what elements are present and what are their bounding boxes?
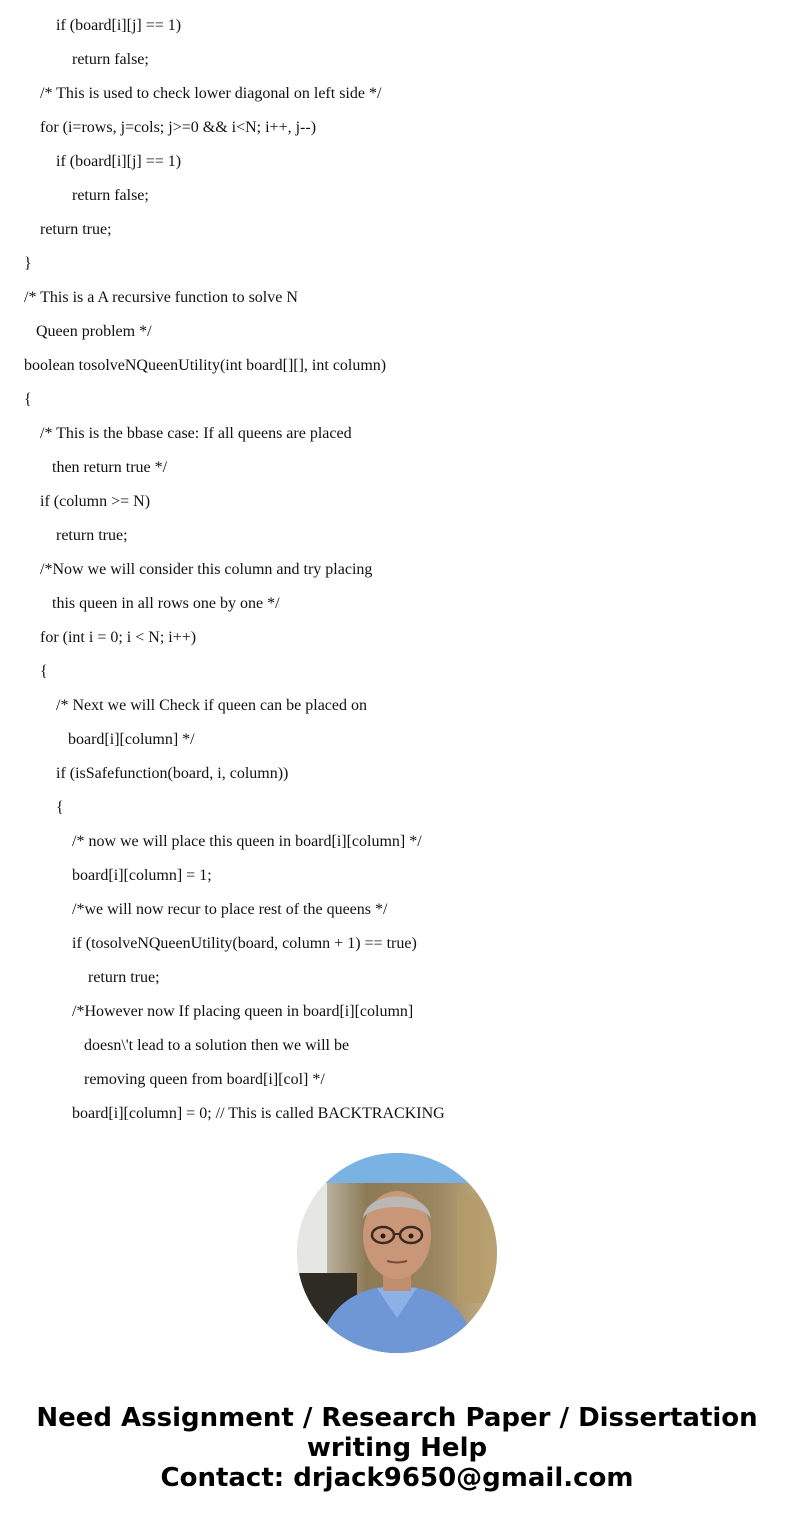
code-line: return false; — [72, 187, 149, 204]
code-line: /* This is the bbase case: If all queens are placed — [40, 425, 352, 442]
footer-line-1: Need Assignment / Research Paper / Dissertation — [36, 1403, 758, 1433]
author-avatar — [297, 1153, 497, 1353]
code-line: this queen in all rows one by one */ — [52, 595, 280, 612]
code-line: for (i=rows, j=cols; j>=0 && i<N; i++, j--) — [40, 119, 317, 136]
code-line: if (column >= N) — [40, 493, 151, 510]
author-portrait-icon — [297, 1153, 497, 1353]
code-line: Queen problem */ — [36, 323, 152, 340]
code-line: /* This is used to check lower diagonal on left side */ — [40, 85, 382, 102]
code-line: board[i][column] = 0; // This is called BACKTRACKING — [72, 1105, 445, 1122]
code-line: { — [40, 663, 48, 680]
code-line: return true; — [40, 221, 112, 238]
code-line: return true; — [56, 527, 128, 544]
code-line: if (board[i][j] == 1) — [56, 153, 182, 170]
code-line: then return true */ — [52, 459, 168, 476]
code-line: board[i][column] */ — [68, 731, 195, 748]
code-line: doesn\'t lead to a solution then we will be — [84, 1037, 350, 1054]
code-line: boolean tosolveNQueenUtility(int board[][], int column) — [24, 357, 387, 374]
code-line: return false; — [72, 51, 149, 68]
code-line: for (int i = 0; i < N; i++) — [40, 629, 197, 646]
footer-banner — [0, 1403, 794, 1493]
code-line: /*However now If placing queen in board[i][column] — [72, 1003, 414, 1020]
code-line: if (tosolveNQueenUtility(board, column + 1) == true) — [72, 935, 417, 952]
code-line: /*Now we will consider this column and try placing — [40, 561, 373, 578]
footer-line-2: writing Help — [306, 1433, 488, 1463]
code-line: return true; — [88, 969, 160, 986]
code-line: } — [24, 255, 32, 272]
code-line: /*we will now recur to place rest of the queens */ — [72, 901, 388, 918]
code-line: /* Next we will Check if queen can be placed on — [56, 697, 367, 714]
footer-contact: Contact: drjack9650@gmail.com — [160, 1463, 634, 1493]
code-line: /* now we will place this queen in board[i][column] */ — [72, 833, 422, 850]
code-line: /* This is a A recursive function to solve N — [24, 289, 298, 306]
code-line: { — [56, 799, 64, 816]
code-line: removing queen from board[i][col] */ — [84, 1071, 325, 1088]
code-line: { — [24, 391, 32, 408]
code-line: board[i][column] = 1; — [72, 867, 212, 884]
code-line: if (board[i][j] == 1) — [56, 17, 182, 34]
code-line: if (isSafefunction(board, i, column)) — [56, 765, 289, 782]
